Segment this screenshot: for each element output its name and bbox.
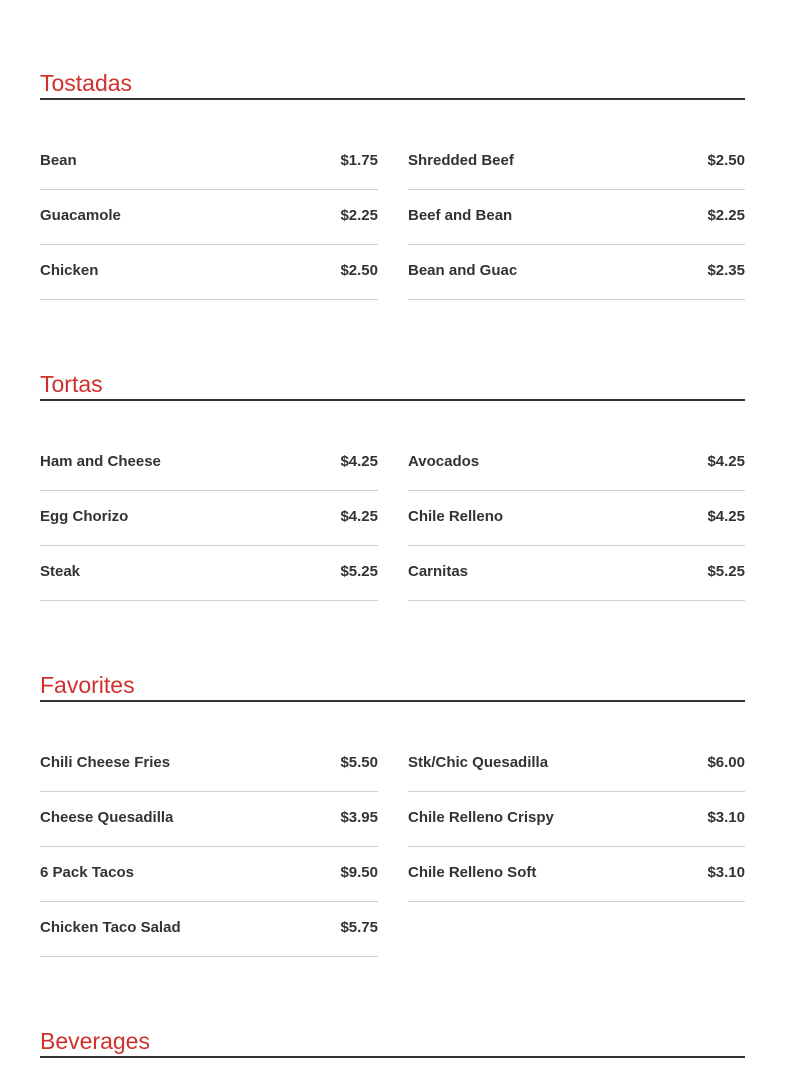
item-name: Carnitas — [408, 563, 469, 580]
menu-item — [40, 902, 378, 957]
item-price: $1.75 — [340, 152, 378, 169]
menu-item — [40, 436, 378, 491]
section-tortas — [40, 366, 745, 636]
section-header — [40, 1023, 745, 1058]
menu-item — [408, 546, 745, 601]
item-name: Chicken — [40, 262, 99, 279]
item-price: $5.25 — [707, 563, 745, 580]
item-price: $3.10 — [707, 864, 745, 881]
menu-columns — [40, 135, 745, 335]
menu-item — [40, 792, 378, 847]
item-price: $4.25 — [340, 453, 378, 470]
item-name: Chile Relleno Soft — [408, 864, 537, 881]
menu-item — [408, 491, 745, 546]
menu-item — [408, 135, 745, 190]
menu-item — [408, 436, 745, 491]
item-name: Shredded Beef — [408, 152, 514, 169]
menu-column-left — [40, 436, 378, 601]
menu-item — [40, 245, 378, 300]
item-price: $4.25 — [707, 453, 745, 470]
item-name: Chicken Taco Salad — [40, 919, 181, 936]
section-title: Favorites — [40, 672, 135, 698]
item-price: $2.50 — [340, 262, 378, 279]
item-price: $2.50 — [707, 152, 745, 169]
menu-item — [40, 190, 378, 245]
section-title: Beverages — [40, 1028, 150, 1054]
item-name: 6 Pack Tacos — [40, 864, 134, 881]
item-price: $5.25 — [340, 563, 378, 580]
item-name: Stk/Chic Quesadilla — [408, 754, 549, 771]
menu-column-left — [40, 135, 378, 300]
menu-item — [408, 847, 745, 902]
item-price: $6.00 — [707, 754, 745, 771]
item-price: $3.10 — [707, 809, 745, 826]
menu-item — [408, 737, 745, 792]
menu-column-right — [408, 135, 745, 300]
menu-item — [40, 737, 378, 792]
menu-column-right — [408, 436, 745, 601]
item-price: $2.25 — [340, 207, 378, 224]
item-name: Chile Relleno Crispy — [408, 809, 554, 826]
item-name: Guacamole — [40, 207, 121, 224]
item-name: Steak — [40, 563, 81, 580]
item-name: Beef and Bean — [408, 207, 513, 224]
menu-item — [408, 245, 745, 300]
item-name: Egg Chorizo — [40, 508, 129, 525]
item-price: $9.50 — [340, 864, 378, 881]
item-name: Bean — [40, 152, 77, 169]
item-name: Ham and Cheese — [40, 453, 161, 470]
section-beverages — [40, 1023, 745, 1058]
item-name: Chile Relleno — [408, 508, 504, 525]
menu-item — [40, 847, 378, 902]
section-header — [40, 366, 745, 401]
section-header — [40, 65, 745, 100]
menu-item — [40, 491, 378, 546]
menu-item — [408, 792, 745, 847]
item-name: Chili Cheese Fries — [40, 754, 171, 771]
section-title: Tortas — [40, 371, 103, 397]
item-name: Cheese Quesadilla — [40, 809, 174, 826]
item-name: Bean and Guac — [408, 262, 518, 279]
section-title: Tostadas — [40, 70, 133, 96]
item-price: $4.25 — [707, 508, 745, 525]
section-tostadas — [40, 65, 745, 335]
menu-columns — [40, 737, 745, 997]
menu-columns — [40, 436, 745, 636]
item-price: $2.35 — [707, 262, 745, 279]
item-name: Avocados — [408, 453, 480, 470]
menu-column-left — [40, 737, 378, 957]
item-price: $4.25 — [340, 508, 378, 525]
menu-column-right — [408, 737, 745, 902]
section-header — [40, 667, 745, 702]
item-price: $2.25 — [707, 207, 745, 224]
item-price: $5.75 — [340, 919, 378, 936]
menu-item — [40, 546, 378, 601]
menu-item — [40, 135, 378, 190]
section-favorites — [40, 667, 745, 997]
menu-item — [408, 190, 745, 245]
item-price: $5.50 — [340, 754, 378, 771]
item-price: $3.95 — [340, 809, 378, 826]
